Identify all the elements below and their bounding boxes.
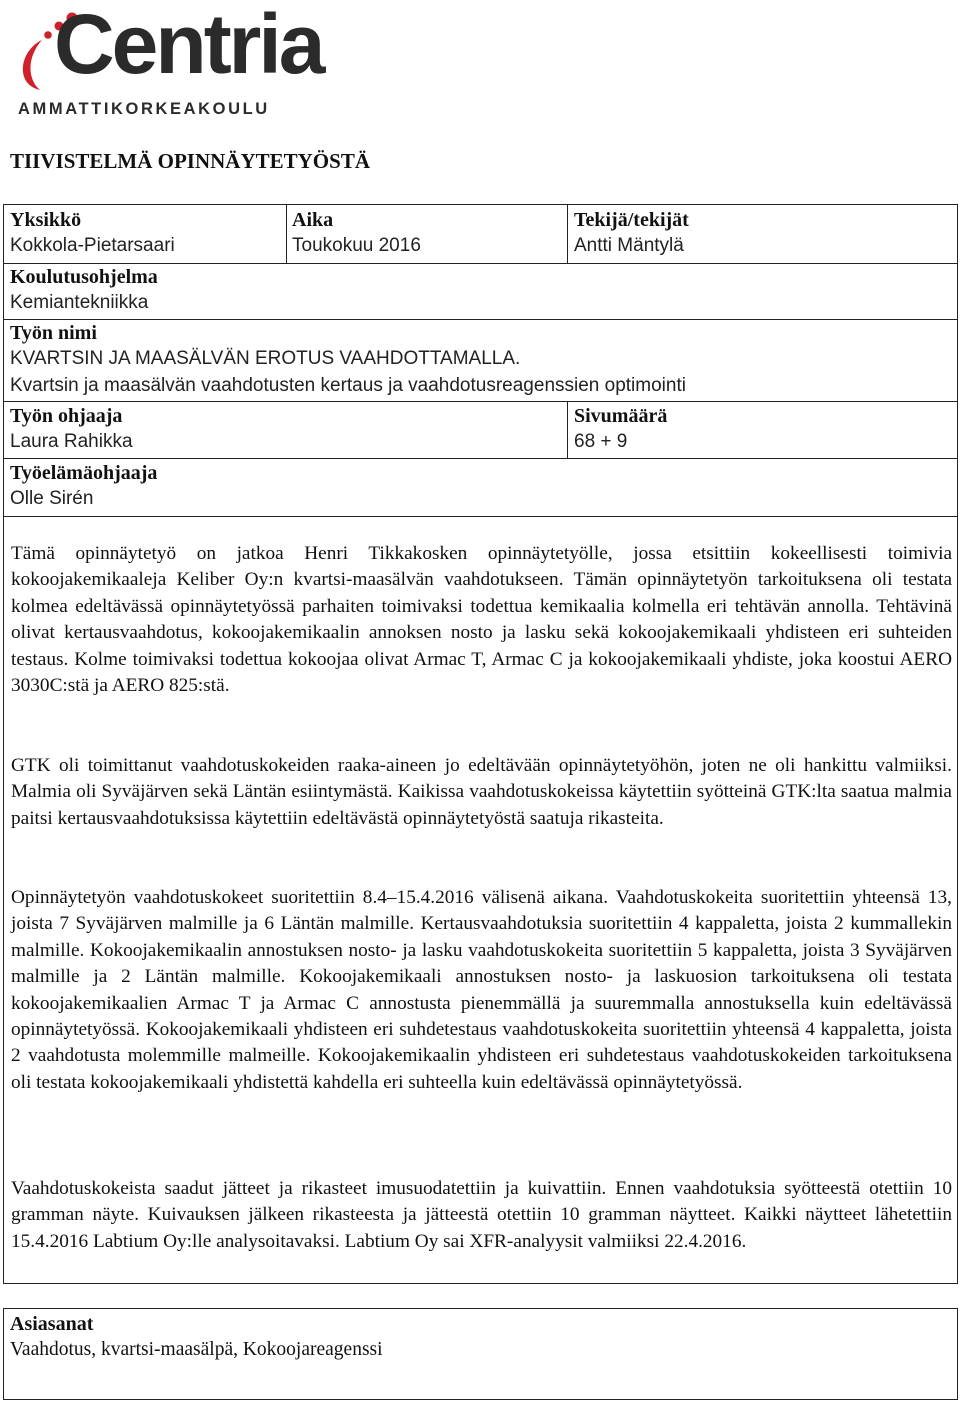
abstract-paragraph: Vaahdotuskokeista saadut jätteet ja rikasteet imusuodatettiin ja kuivattiin. Ennen vaahdotuksia syötteestä otettiin 10 gramman näyte. Kuivauksen jälkeen rikasteesta ja jätteestä otettiin 10 gramman näytteet. Kaikki näytteet lähetettiin 15.4.2016 Labtium Oy:lle analysoitavaksi. Labtium Oy sai XFR-analyysit valmiiksi 22.4.2016. [11,1178,952,1252]
thesis-title-line1: KVARTSIN JA MAASÄLVÄN EROTUS VAAHDOTTAMALLA. [10,348,521,369]
time-label: Aika [292,209,334,231]
program-label: Koulutusohjelma [10,266,158,288]
abstract-paragraph: Opinnäytetyön vaahdotuskokeet suoritettiin 8.4–15.4.2016 välisenä aikana. Vaahdotuskokeita suoritettiin yhteensä 13, joista 7 Syväjärven malmille ja 6 Läntän malmille. Kertausvaahdotuksia suoritettiin 4 kappaletta, joista 2 kummallekin malmille. Kokoojakemikaalin annostuksen nosto- ja lasku vaahdotuskokeita suoritettiin 5 kappaletta, joista 3 Syväjärven malmille ja 2 Läntän malmille. Kokoojakemikaali annostuksen nosto- ja laskuosion tarkoituksena oli testata kokoojakemikaalien Armac T ja Armac C annostusta pienemmällä ja suuremmalla annostuksella kuin edeltävässä opinnäytetyössä. Kokoojakemikaali yhdisteen eri suhdetestaus vaahdotuskokeita suoritettiin yhteensä 4 kappaletta, joista 2 vaahdotusta molemmille malmeille. Kokoojakemikaalin yhdisteen eri suhdetestaus vaahdotuskokeiden tarkoituksena oli testata kokoojakemikaali yhdistettä kahdella eri suhteella kuin edeltävässä opinnäytetyössä. [11,887,952,1093]
thesis-title-label: Työn nimi [10,322,97,344]
row-divider [4,319,957,320]
supervisor-label: Työn ohjaaja [10,405,123,427]
column-divider [286,205,287,263]
abstract-paragraph: Tämä opinnäytetyö on jatkoa Henri Tikkakosken opinnäytetyölle, jossa etsittiin kokeellisesti toimivia kokoojakemikaaleja Keliber Oy:n kvartsi-maasälvän vaahdotukseen. Tämän opinnäytetyön tarkoituksena oli testata kolmea edeltävässä opinnäytetyössä parhaiten toimivaksi todettua kemikaalia kolmella eri tehtävän annolla. Tehtävinä olivat kertausvaahdotus, kokoojakemikaalin annoksen nosto ja lasku sekä kokoojakemikaali yhdisteen eri suhteiden testaus. Kolme toimivaksi todettua kokoojaa olivat Armac T, Armac C ja kokoojakemikaali yhdiste, joka koostui AERO 3030C:stä ja AERO 825:stä. [11,543,952,697]
author-value: Antti Mäntylä [574,235,684,256]
column-divider [567,205,568,263]
thesis-title-line2: Kvartsin ja maasälvän vaahdotusten kertaus ja vaahdotusreagenssien optimointi [10,375,686,396]
logo-subtitle: AMMATTIKORKEAKOULU [18,100,270,118]
keywords-label: Asiasanat [10,1313,94,1335]
time-value: Toukokuu 2016 [292,235,421,256]
logo-wordmark: Centria [54,0,323,91]
work-supervisor-label: Työelämäohjaaja [10,462,158,484]
keywords-value: Vaahdotus, kvartsi-maasälpä, Kokoojareagenssi [10,1339,383,1360]
document-title: TIIVISTELMÄ OPINNÄYTETYÖSTÄ [10,149,370,173]
unit-value: Kokkola-Pietarsaari [10,235,175,256]
author-label: Tekijä/tekijät [574,209,689,231]
info-table [3,204,958,517]
row-divider [4,458,957,459]
keywords-box [3,1308,958,1400]
work-supervisor-value: Olle Sirén [10,488,94,509]
supervisor-value: Laura Rahikka [10,431,133,452]
centria-logo [12,0,352,122]
abstract-paragraph: GTK oli toimittanut vaahdotuskokeiden raaka-aineen jo edeltävään opinnäytetyöhön, joten ne oli hankittu valmiiksi. Malmia oli Syväjärven sekä Läntän esiintymästä. Kaikissa vaahdotuskokeissa käytettiin syötteinä GTK:lta saatua malmia paitsi kertausvaahdotuksissa käytettiin edeltävästä opinnäytetyöstä saatuja rikasteita. [11,755,952,829]
page-count-value: 68 + 9 [574,431,628,452]
abstract-section [3,517,958,1284]
page-count-label: Sivumäärä [574,405,668,427]
column-divider [567,401,568,458]
row-divider [4,401,957,402]
unit-label: Yksikkö [10,209,82,231]
program-value: Kemiantekniikka [10,292,149,313]
